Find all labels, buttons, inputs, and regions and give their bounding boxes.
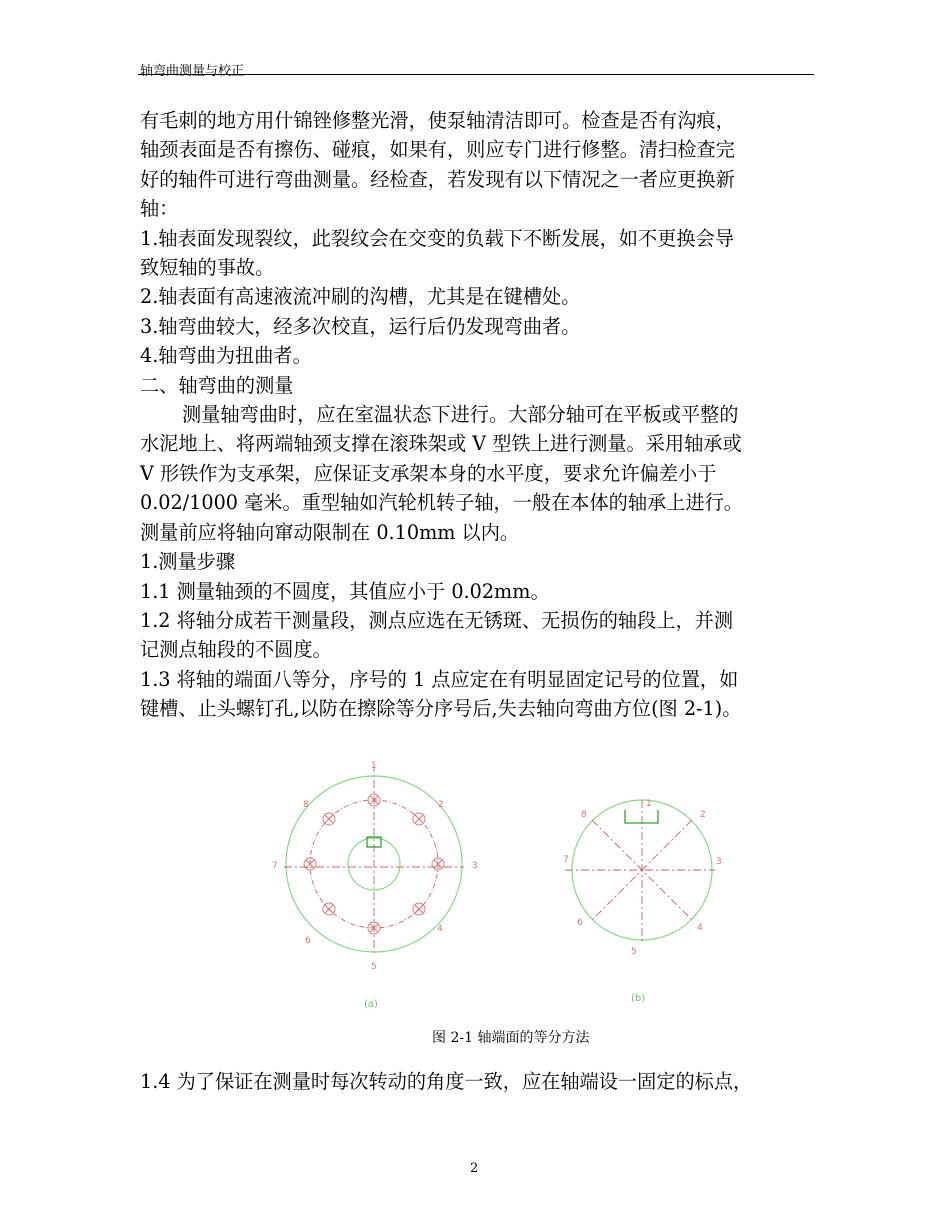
paragraph-line: 测量轴弯曲时，应在室温状态下进行。大部分轴可在平板或平整的 — [182, 403, 739, 427]
paragraph-line: 2.轴表面有高速液流冲刷的沟槽，尤其是在键槽处。 — [140, 285, 581, 309]
diagram-a — [272, 761, 478, 1010]
page-number: 2 — [470, 1161, 479, 1176]
paragraph-line: 轴颈表面是否有擦伤、碰痕，如果有，则应专门进行修整。清扫检查完 — [140, 138, 735, 162]
label-b-7: 7 — [563, 855, 569, 865]
shaft-end-division-figure — [260, 760, 722, 1010]
body-text — [140, 106, 816, 724]
continuation-line: 1.4 为了保证在测量时每次转动的角度一致，应在轴端设一固定的标点， — [140, 1070, 753, 1093]
paragraph-line: 致短轴的事故。 — [140, 256, 275, 280]
paragraph-line: 键槽、止头螺钉孔,以防在擦除等分序号后,失去轴向弯曲方位(图 2-1)。 — [140, 697, 742, 721]
label-b-1: 1 — [646, 799, 652, 809]
label-a-3: 3 — [472, 861, 478, 871]
paragraph-line: 1.轴表面发现裂纹，此裂纹会在交变的负载下不断发展，如不更换会导 — [140, 226, 734, 250]
paragraph-line: 3.轴弯曲较大，经多次校直，运行后仍发现弯曲者。 — [140, 314, 581, 338]
paragraph-line: 测量前应将轴向窜动限制在 0.10mm 以内。 — [140, 520, 520, 544]
paragraph-line: 水泥地上、将两端轴颈支撑在滚珠架或 V 型铁上进行测量。采用轴承或 — [140, 432, 742, 456]
paragraph-line: 1.3 将轴的端面八等分，序号的 1 点应定在有明显固定记号的位置，如 — [140, 667, 739, 691]
paragraph-line: 0.02/1000 毫米。重型轴如汽轮机转子轴，一般在本体的轴承上进行。 — [140, 491, 743, 515]
paragraph-line: 4.轴弯曲为扭曲者。 — [140, 344, 312, 368]
subsection-heading: 1.测量步骤 — [140, 550, 236, 574]
label-b-5: 5 — [631, 947, 637, 957]
label-a-1: 1 — [371, 761, 377, 771]
section-heading: 二、轴弯曲的测量 — [140, 373, 294, 397]
figure-caption: 图 2-1 轴端面的等分方法 — [432, 1030, 590, 1046]
label-b-4: 4 — [697, 923, 703, 933]
paragraph-line: 轴： — [140, 197, 179, 221]
label-b-3: 3 — [716, 857, 722, 867]
keyway-b — [625, 810, 658, 823]
label-a-6: 6 — [305, 936, 311, 946]
header-rule — [138, 74, 814, 75]
page-header: 轴弯曲测量与校正 — [140, 64, 245, 79]
label-b-6: 6 — [577, 918, 583, 928]
paragraph-line: 记测点轴段的不圆度。 — [140, 638, 332, 662]
label-a-7: 7 — [272, 861, 278, 871]
sublabel-a: (a) — [364, 999, 378, 1010]
paragraph-line: 好的轴件可进行弯曲测量。经检查，若发现有以下情况之一者应更换新 — [140, 167, 735, 191]
sublabel-b: (b) — [631, 993, 646, 1004]
paragraph-line: 1.2 将轴分成若干测量段，测点应选在无锈斑、无损伤的轴段上，并测 — [140, 608, 734, 632]
paragraph-line: 1.1 测量轴颈的不圆度，其值应小于 0.02mm。 — [140, 579, 550, 603]
diagram-b — [563, 799, 722, 1004]
label-a-4: 4 — [437, 924, 443, 934]
label-a-2: 2 — [438, 800, 444, 810]
label-a-5: 5 — [371, 962, 377, 972]
paragraph-line: V 形铁作为支承架，应保证支承架本身的水平度，要求允许偏差小于 — [140, 461, 717, 485]
label-a-8: 8 — [303, 800, 309, 810]
paragraph-line: 有毛刺的地方用什锦锉修整光滑，使泵轴清洁即可。检查是否有沟痕， — [140, 109, 735, 132]
label-b-2: 2 — [700, 810, 706, 820]
label-b-8: 8 — [581, 810, 587, 820]
